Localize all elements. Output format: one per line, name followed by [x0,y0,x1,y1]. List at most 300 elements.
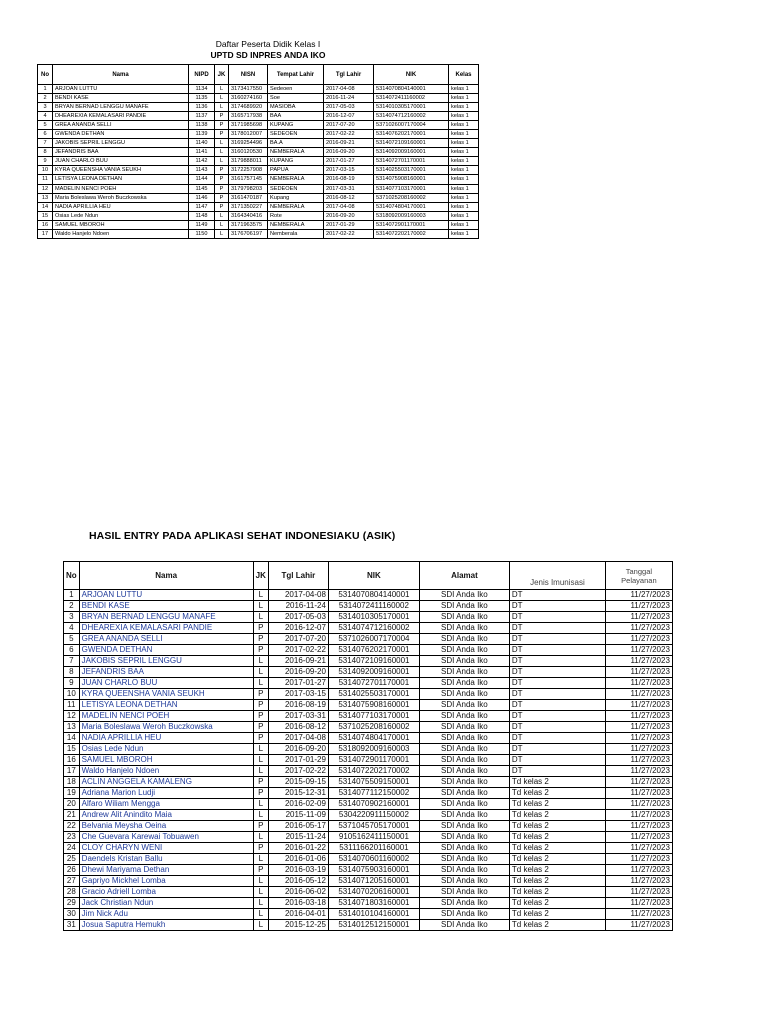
table-header-row [64,562,673,590]
cell-tempat-lahir: NEMBERALA [268,175,324,184]
table-row [64,623,673,634]
cell-tempat-lahir: BA.A [268,139,324,148]
cell-alamat: SDI Anda Iko [419,810,509,821]
cell-jenis-imunisasi: DT [509,667,605,678]
cell-no: 31 [64,920,80,931]
cell-nama: MADELIN NENCI POEH [53,184,189,193]
cell-no: 2 [64,601,80,612]
cell-tgl-lahir: 2016-03-18 [268,898,328,909]
cell-nik: 5314071803160001 [328,898,419,909]
cell-tempat-lahir: NEMBERALA [268,148,324,157]
cell-kelas: kelas 1 [449,148,479,157]
cell-jk: L [253,656,268,667]
cell-alamat: SDI Anda Iko [419,865,509,876]
cell-alamat: SDI Anda Iko [419,832,509,843]
cell-nik: 5318092009160003 [328,744,419,755]
cell-jk: L [215,157,229,166]
col-header-jk: JK [215,65,229,85]
cell-tempat-lahir: KUPANG [268,157,324,166]
cell-nipd: 1149 [189,220,215,229]
col-header-tanggal-line2: Pelayanan [621,575,657,585]
table-row [64,689,673,700]
cell-tgl-lahir: 2016-05-17 [268,821,328,832]
table-row [64,821,673,832]
table-row [64,865,673,876]
cell-alamat: SDI Anda Iko [419,799,509,810]
cell-tgl-lahir: 2016-12-07 [324,112,374,121]
cell-tanggal-pelayanan: 11/27/2023 [605,601,672,612]
cell-nama: DHEAREXIA KEMALASARI PANDIE [79,623,253,634]
cell-tgl-lahir: 2016-05-12 [268,876,328,887]
cell-jk: L [215,94,229,103]
cell-jk: P [253,634,268,645]
cell-tgl-lahir: 2016-09-20 [324,148,374,157]
cell-alamat: SDI Anda Iko [419,711,509,722]
cell-nisn: 3165717938 [229,112,268,121]
table-row [38,157,479,166]
cell-nama: JAKOBIS SEPRIL LENGGU [53,139,189,148]
cell-nisn: 3161470187 [229,193,268,202]
cell-tgl-lahir: 2017-04-08 [268,733,328,744]
cell-jenis-imunisasi: Td kelas 2 [509,788,605,799]
cell-alamat: SDI Anda Iko [419,755,509,766]
cell-jk: P [215,184,229,193]
cell-alamat: SDI Anda Iko [419,766,509,777]
cell-nik: 9105162411150001 [328,832,419,843]
sheet2-title: HASIL ENTRY PADA APLIKASI SEHAT INDONESIAKU (ASIK) [89,530,396,542]
cell-alamat: SDI Anda Iko [419,920,509,931]
cell-nama: ACLIN ANGGELA KAMALENG [79,777,253,788]
cell-nama: KYRA QUEENSHA VANIA SEUKH [53,166,189,175]
cell-nik: 5304220911150002 [328,810,419,821]
cell-no: 29 [64,898,80,909]
cell-nama: JAKOBIS SEPRIL LENGGU [79,656,253,667]
cell-jk: P [215,130,229,139]
cell-tanggal-pelayanan: 11/27/2023 [605,689,672,700]
cell-jk: P [253,843,268,854]
cell-no: 16 [38,220,53,229]
cell-tgl-lahir: 2016-08-19 [324,175,374,184]
cell-jk: P [253,623,268,634]
table-row [64,920,673,931]
cell-tgl-lahir: 2017-01-27 [324,157,374,166]
cell-no: 12 [38,184,53,193]
cell-alamat: SDI Anda Iko [419,590,509,601]
col-header-nama: Nama [53,65,189,85]
table-row [64,832,673,843]
cell-nama: Maria Boleslawa Weroh Buczkowska [79,722,253,733]
cell-no: 30 [64,909,80,920]
cell-no: 9 [38,157,53,166]
col-header-nik: NIK [328,562,419,590]
cell-tanggal-pelayanan: 11/27/2023 [605,865,672,876]
cell-tgl-lahir: 2016-08-12 [268,722,328,733]
cell-alamat: SDI Anda Iko [419,634,509,645]
cell-tgl-lahir: 2017-02-22 [324,229,374,238]
cell-nama: Gracio Adriell Lomba [79,887,253,898]
cell-nik: 5314025503170001 [374,166,449,175]
cell-nipd: 1143 [189,166,215,175]
cell-alamat: SDI Anda Iko [419,601,509,612]
cell-no: 27 [64,876,80,887]
table-row [38,220,479,229]
cell-no: 20 [64,799,80,810]
cell-tgl-lahir: 2017-01-29 [324,220,374,229]
cell-tanggal-pelayanan: 11/27/2023 [605,920,672,931]
cell-kelas: kelas 1 [449,85,479,94]
cell-nik: 5314074712160002 [374,112,449,121]
table-row [38,229,479,238]
cell-kelas: kelas 1 [449,202,479,211]
cell-no: 21 [64,810,80,821]
cell-alamat: SDI Anda Iko [419,656,509,667]
cell-no: 5 [64,634,80,645]
cell-nama: SAMUEL MBOROH [53,220,189,229]
cell-nik: 5314074712160002 [328,623,419,634]
cell-jenis-imunisasi: DT [509,744,605,755]
cell-tgl-lahir: 2016-12-07 [268,623,328,634]
cell-nik: 5314072701170001 [328,678,419,689]
cell-tgl-lahir: 2017-02-22 [268,645,328,656]
cell-tanggal-pelayanan: 11/27/2023 [605,733,672,744]
cell-tgl-lahir: 2016-01-06 [268,854,328,865]
cell-jk: L [253,920,268,931]
cell-jenis-imunisasi: DT [509,722,605,733]
cell-jenis-imunisasi: DT [509,623,605,634]
cell-jk: L [253,898,268,909]
table-row [64,590,673,601]
cell-nama: ARJOAN LUTTU [53,85,189,94]
cell-tempat-lahir: Soe [268,94,324,103]
table-row [38,175,479,184]
cell-jk: P [215,193,229,202]
cell-nama: Waldo Hanjelo Ndoen [53,229,189,238]
cell-jk: L [253,612,268,623]
cell-alamat: SDI Anda Iko [419,722,509,733]
cell-tanggal-pelayanan: 11/27/2023 [605,766,672,777]
cell-jk: P [253,821,268,832]
cell-nipd: 1139 [189,130,215,139]
cell-no: 8 [64,667,80,678]
cell-jenis-imunisasi: DT [509,689,605,700]
cell-tanggal-pelayanan: 11/27/2023 [605,788,672,799]
cell-tempat-lahir: BAA [268,112,324,121]
cell-no: 17 [64,766,80,777]
cell-tgl-lahir: 2015-09-15 [268,777,328,788]
cell-jk: P [253,865,268,876]
cell-jenis-imunisasi: Td kelas 2 [509,920,605,931]
cell-alamat: SDI Anda Iko [419,744,509,755]
cell-nisn: 3174689920 [229,103,268,112]
table-row [64,854,673,865]
cell-nik: 5314074804170001 [328,733,419,744]
cell-no: 1 [64,590,80,601]
cell-alamat: SDI Anda Iko [419,678,509,689]
table-row [64,612,673,623]
cell-nama: Waldo Hanjelo Ndoen [79,766,253,777]
cell-nik: 5314071205160001 [328,876,419,887]
table-row [64,601,673,612]
cell-tanggal-pelayanan: 11/27/2023 [605,832,672,843]
cell-nik: 5314077103170001 [374,184,449,193]
cell-nama: LETISYA LEONA DETHAN [79,700,253,711]
cell-tgl-lahir: 2017-03-15 [268,689,328,700]
table-row [38,121,479,130]
cell-no: 6 [38,130,53,139]
cell-no: 14 [38,202,53,211]
cell-tanggal-pelayanan: 11/27/2023 [605,810,672,821]
cell-alamat: SDI Anda Iko [419,700,509,711]
cell-jk: L [253,678,268,689]
cell-nisn: 3178012007 [229,130,268,139]
cell-tempat-lahir: NEMBERALA [268,202,324,211]
col-header-nama: Nama [79,562,253,590]
cell-alamat: SDI Anda Iko [419,788,509,799]
cell-tanggal-pelayanan: 11/27/2023 [605,854,672,865]
table-row [64,810,673,821]
cell-nisn: 3173417550 [229,85,268,94]
cell-jenis-imunisasi: DT [509,766,605,777]
cell-jenis-imunisasi: Td kelas 2 [509,832,605,843]
table-row [38,103,479,112]
cell-jenis-imunisasi: DT [509,601,605,612]
cell-nik: 5314092009160001 [328,667,419,678]
cell-nama: NADIA APRILLIA HEU [53,202,189,211]
cell-nik: 5314072901170001 [328,755,419,766]
cell-nama: JEFANDRIS BAA [79,667,253,678]
col-header-nipd: NIPD [189,65,215,85]
cell-nik: 5314072202170002 [328,766,419,777]
cell-nik: 5314010305170001 [374,103,449,112]
cell-tanggal-pelayanan: 11/27/2023 [605,623,672,634]
cell-nisn: 3160274160 [229,94,268,103]
cell-nama: CLOY CHARYN WENI [79,843,253,854]
cell-tgl-lahir: 2017-01-29 [268,755,328,766]
col-header-tgl-lahir: Tgl Lahir [268,562,328,590]
cell-nik: 5311166201160001 [328,843,419,854]
cell-jenis-imunisasi: DT [509,678,605,689]
cell-alamat: SDI Anda Iko [419,645,509,656]
cell-nik: 5314075908160001 [374,175,449,184]
table-row [64,733,673,744]
table-row [64,678,673,689]
cell-nik: 5314072109160001 [374,139,449,148]
cell-nipd: 1146 [189,193,215,202]
cell-no: 26 [64,865,80,876]
immunization-entry-table [63,561,673,931]
cell-tgl-lahir: 2016-09-21 [268,656,328,667]
cell-nipd: 1140 [189,139,215,148]
table-row [64,667,673,678]
cell-nama: Maria Boleslawa Weroh Buczkowska [53,193,189,202]
cell-jk: P [253,733,268,744]
cell-tgl-lahir: 2017-04-08 [324,85,374,94]
cell-no: 19 [64,788,80,799]
cell-jenis-imunisasi: Td kelas 2 [509,821,605,832]
cell-jk: L [253,799,268,810]
cell-nik: 5314070902160001 [328,799,419,810]
cell-nisn: 3171985698 [229,121,268,130]
cell-tgl-lahir: 2015-12-31 [268,788,328,799]
cell-nik: 5314070804140001 [374,85,449,94]
col-header-nik: NIK [374,65,449,85]
cell-tgl-lahir: 2016-03-19 [268,865,328,876]
cell-kelas: kelas 1 [449,121,479,130]
cell-tanggal-pelayanan: 11/27/2023 [605,590,672,601]
table-row [64,766,673,777]
table-row [38,166,479,175]
col-header-tgl-lahir: Tgl Lahir [324,65,374,85]
table-row [64,843,673,854]
cell-tgl-lahir: 2015-11-24 [268,832,328,843]
cell-tanggal-pelayanan: 11/27/2023 [605,667,672,678]
cell-tempat-lahir: Sedeoen [268,85,324,94]
cell-nipd: 1145 [189,184,215,193]
cell-tempat-lahir: Nemberala [268,229,324,238]
cell-nisn: 3160120530 [229,148,268,157]
cell-jenis-imunisasi: Td kelas 2 [509,810,605,821]
cell-nama: Alfaro Wiliam Mengga [79,799,253,810]
cell-no: 9 [64,678,80,689]
col-header-kelas: Kelas [449,65,479,85]
cell-tanggal-pelayanan: 11/27/2023 [605,821,672,832]
cell-nama: Josua Saputra Hemukh [79,920,253,931]
cell-nama: Daendels Kristan Ballu [79,854,253,865]
cell-nama: BRYAN BERNAD LENGGU MANAFE [53,103,189,112]
table-row [64,755,673,766]
cell-jk: L [253,876,268,887]
cell-alamat: SDI Anda Iko [419,777,509,788]
cell-nisn: 3179888011 [229,157,268,166]
table-row [38,85,479,94]
cell-jenis-imunisasi: DT [509,700,605,711]
cell-nik: 5314075908160001 [328,700,419,711]
cell-nik: 5314075903160001 [328,865,419,876]
cell-kelas: kelas 1 [449,94,479,103]
cell-nik: 5314070601160002 [328,854,419,865]
col-header-tanggal-line1: Tanggal [625,566,653,576]
cell-jenis-imunisasi: DT [509,612,605,623]
cell-jk: L [253,744,268,755]
cell-tgl-lahir: 2017-05-03 [268,612,328,623]
cell-tanggal-pelayanan: 11/27/2023 [605,711,672,722]
cell-no: 16 [64,755,80,766]
cell-jk: L [253,854,268,865]
table-header-row [38,65,479,85]
cell-alamat: SDI Anda Iko [419,876,509,887]
cell-jenis-imunisasi: Td kelas 2 [509,876,605,887]
sheet1-title-line2: UPTD SD INPRES ANDA IKO [210,50,326,60]
cell-tanggal-pelayanan: 11/27/2023 [605,777,672,788]
cell-nik: 5314077103170001 [328,711,419,722]
cell-jk: L [253,590,268,601]
cell-jenis-imunisasi: DT [509,711,605,722]
cell-jk: L [253,887,268,898]
cell-jk: L [215,220,229,229]
cell-alamat: SDI Anda Iko [419,854,509,865]
col-header-jk: JK [253,562,268,590]
cell-tanggal-pelayanan: 11/27/2023 [605,755,672,766]
cell-nik: 5314075509150001 [328,777,419,788]
cell-jenis-imunisasi: Td kelas 2 [509,898,605,909]
cell-tempat-lahir: Kupang [268,193,324,202]
cell-nama: Osias Lede Ndun [53,211,189,220]
cell-nama: BRYAN BERNAD LENGGU MANAFE [79,612,253,623]
cell-no: 1 [38,85,53,94]
cell-nik: 5314077112150002 [328,788,419,799]
cell-jk: P [215,121,229,130]
cell-tempat-lahir: Rote [268,211,324,220]
cell-tanggal-pelayanan: 11/27/2023 [605,656,672,667]
cell-jenis-imunisasi: Td kelas 2 [509,909,605,920]
cell-nama: KYRA QUEENSHA VANIA SEUKH [79,689,253,700]
cell-kelas: kelas 1 [449,229,479,238]
cell-tgl-lahir: 2016-06-02 [268,887,328,898]
cell-jk: P [253,722,268,733]
cell-nama: JEFANDRIS BAA [53,148,189,157]
cell-alamat: SDI Anda Iko [419,909,509,920]
cell-alamat: SDI Anda Iko [419,689,509,700]
cell-tanggal-pelayanan: 11/27/2023 [605,678,672,689]
table-row [64,711,673,722]
cell-kelas: kelas 1 [449,220,479,229]
table-row [64,777,673,788]
cell-tgl-lahir: 2016-09-20 [268,667,328,678]
cell-kelas: kelas 1 [449,112,479,121]
table-row [38,94,479,103]
cell-nama: Jim Nick Adu [79,909,253,920]
cell-nama: NADIA APRILLIA HEU [79,733,253,744]
table-row [64,656,673,667]
cell-tempat-lahir: SEDEOEN [268,184,324,193]
cell-alamat: SDI Anda Iko [419,623,509,634]
cell-nama: GWENDA DETHAN [53,130,189,139]
cell-alamat: SDI Anda Iko [419,821,509,832]
cell-no: 5 [38,121,53,130]
cell-nama: GREA ANANDA SELLI [53,121,189,130]
cell-alamat: SDI Anda Iko [419,612,509,623]
cell-nisn: 3169254496 [229,139,268,148]
cell-tgl-lahir: 2017-01-27 [268,678,328,689]
cell-no: 8 [38,148,53,157]
cell-nik: 5314072411160002 [374,94,449,103]
cell-no: 25 [64,854,80,865]
cell-tgl-lahir: 2016-09-20 [324,211,374,220]
table-row [64,876,673,887]
cell-kelas: kelas 1 [449,103,479,112]
cell-nama: ARJOAN LUTTU [79,590,253,601]
cell-kelas: kelas 1 [449,166,479,175]
cell-kelas: kelas 1 [449,211,479,220]
cell-nama: GWENDA DETHAN [79,645,253,656]
cell-nama: SAMUEL MBOROH [79,755,253,766]
cell-nik: 5314074804170001 [374,202,449,211]
table-row [38,202,479,211]
cell-no: 6 [64,645,80,656]
cell-jenis-imunisasi: Td kelas 2 [509,799,605,810]
table-row [38,139,479,148]
cell-jk: P [215,175,229,184]
table-row [64,887,673,898]
cell-tempat-lahir: NEMBERALA [268,220,324,229]
col-header-nisn: NISN [229,65,268,85]
cell-jenis-imunisasi: DT [509,755,605,766]
cell-nik: 5314092009160001 [374,148,449,157]
table-row [64,898,673,909]
cell-nama: Osias Lede Ndun [79,744,253,755]
cell-nipd: 1135 [189,94,215,103]
cell-jk: P [215,202,229,211]
